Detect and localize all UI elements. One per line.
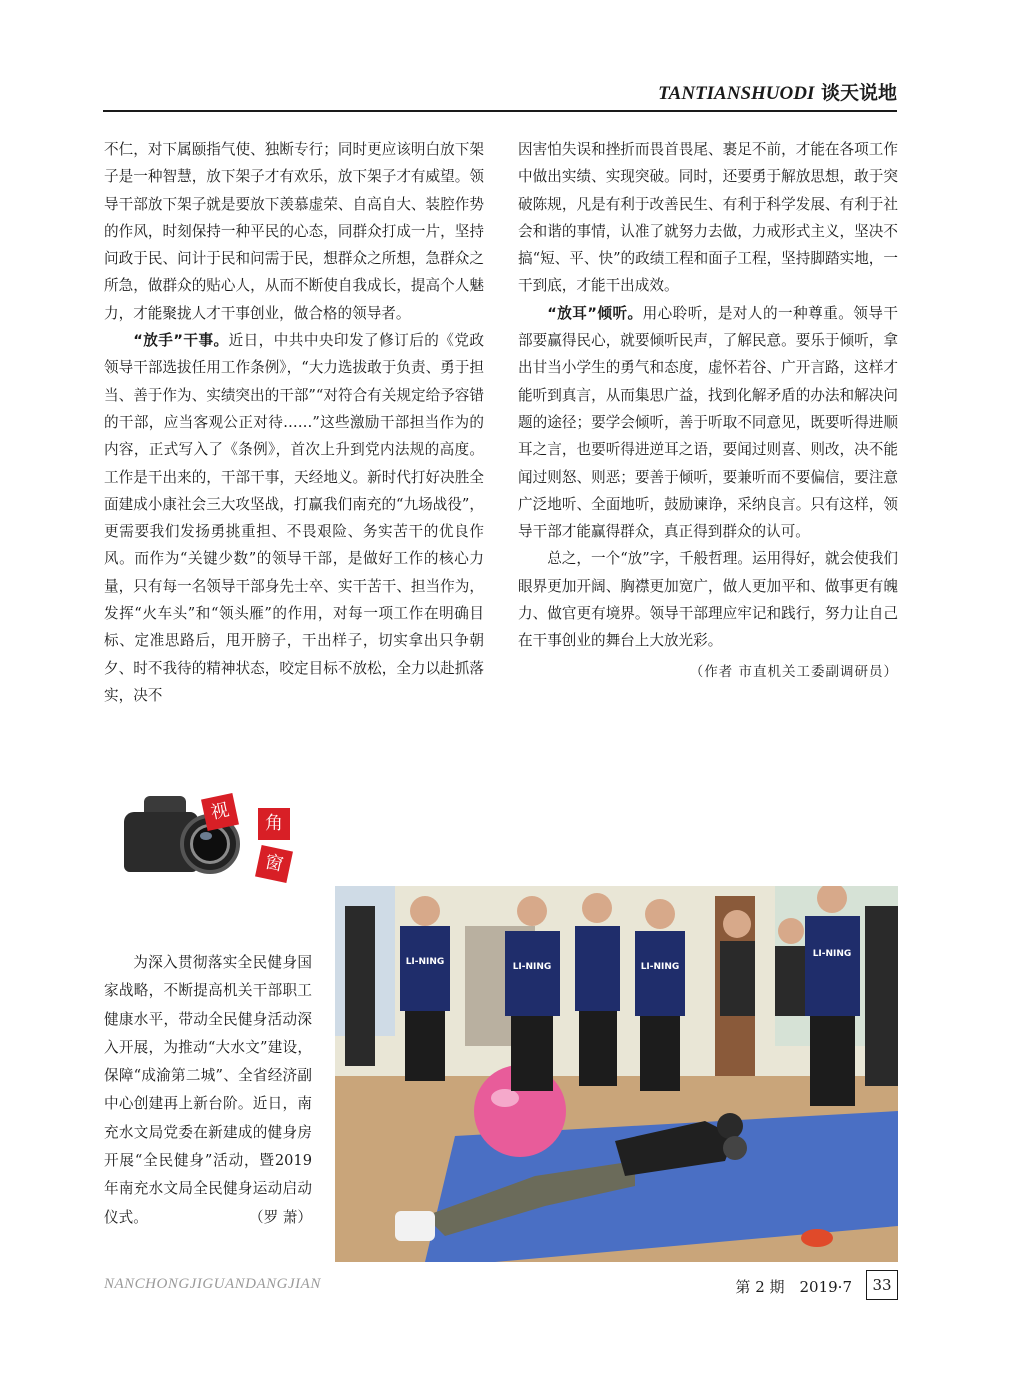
paragraph xyxy=(518,300,898,546)
section-title-chinese: 谈天说地 xyxy=(820,82,897,104)
fitness-event-photo xyxy=(335,886,898,1262)
shirt-logo: LI-NING xyxy=(640,962,680,972)
section-title-latin: TANTIANSHUODI xyxy=(658,83,815,104)
paragraph: 因害怕失误和挫折而畏首畏尾、裹足不前，才能在各项工作中做出实绩、实现突破。同时，还要勇于解放思想，敢于突破陈规，凡是有利于改善民生、有利于科学发展、有利于社会和谐的事情，认准了就努力去做，力戒形式主义，坚决不搞“短、平、快”的政绩工程和面子工程，坚持脚踏实地，一干到底，才能干出成效。 xyxy=(518,141,898,295)
photo-credit: （罗 萧） xyxy=(248,1208,312,1226)
logo-char: 角 xyxy=(258,808,290,840)
photo-illustration xyxy=(335,886,898,1262)
running-header xyxy=(103,72,897,110)
journal-name: NANCHONGJIGUANDANGJIAN xyxy=(104,1276,321,1292)
photo-caption xyxy=(104,949,312,1232)
shirt-logo: LI-NING xyxy=(812,949,852,959)
page-footer xyxy=(104,1268,898,1304)
paragraph-text: 近日，中共中央印发了修订后的《党政领导干部选拔任用工作条例》，“大力选拔敢于负责、勇于担当、善于作为、实绩突出的干部”“对符合有关规定给予容错的干部，应当客观公正对待……”这些激励干部担当作为的内容，正式写入了《条例》，首次上升到党内法规的高度。工作是干出来的，干部干事，天经地义。新时代打好决胜全面建成小康社会三大攻坚战，打赢我们南充的“九场战役”，更需要我们发扬勇挑重担、不畏艰险、务实苦干的优良作风。而作为“关键少数”的领导干部，是做好工作的核心力量，只有每一名领导干部身先士卒、实干苦干、担当作为，发挥“火车头”和“领头雁”的作用，对每一项工作在明确目标、定准思路后，甩开膀子，干出样子，切实拿出只争朝夕、时不我待的精神状态，咬定目标不放松，全力以赴抓落实，决不 xyxy=(104,332,484,704)
header-rule xyxy=(103,110,897,112)
paragraph-text: 用心聆听，是对人的一种尊重。领导干部要赢得民心，就要倾听民声，了解民意。要乐于倾听，拿出甘当小学生的勇气和态度，虚怀若谷、广开言路，这样才能听到真言，从而集思广益，找到化解矛盾的办法和解决问题的途径；要学会倾听，善于听取不同意见，既要听得进顺耳之言，也要听得进逆耳之语，要闻过则喜、则改，决不能闻过则怒、则恶；要善于倾听，要兼听而不要偏信，要注意广泛地听、全面地听，鼓励谏诤，采纳良言。只有这样，领导干部才能赢得群众，真正得到群众的认可。 xyxy=(518,304,898,541)
paragraph: 总之，一个“放”字，千般哲理。运用得好，就会使我们眼界更加开阔、胸襟更加宽广，做人更加平和、做事更有魄力、做官更有境界。领导干部理应牢记和践行，努力让自己在干事创业的舞台上大放光彩。 xyxy=(518,550,898,650)
logo-char: 视 xyxy=(201,793,239,831)
paragraph xyxy=(104,327,484,709)
author-byline: （作者 市直机关工委副调研员） xyxy=(689,663,898,680)
shirt-logo: LI-NING xyxy=(512,962,552,972)
article-column-right xyxy=(518,136,898,686)
logo-char: 窗 xyxy=(255,845,293,883)
article-column-left xyxy=(104,136,484,709)
frisbee xyxy=(801,1229,833,1247)
perspective-window-logo xyxy=(118,790,308,890)
subheading: “放耳”倾听。 xyxy=(547,304,643,322)
shirt-logo: LI-NING xyxy=(405,957,445,967)
caption-text: 为深入贯彻落实全民健身国家战略，不断提高机关干部职工健康水平，带动全民健身活动深入开展，为推动“大水文”建设，保障“成渝第二城”、全省经济副中心创建再上新台阶。近日，南充水文局党委在新建成的健身房开展“全民健身”活动，暨2019年南充水文局全民健身运动启动仪式。 （罗 萧） xyxy=(104,949,312,1232)
paragraph: 不仁，对下属颐指气使、独断专行；同时更应该明白放下架子是一种智慧，放下架子才有欢乐，放下架子才有威望。领导干部放下架子就是要放下羡慕虚荣、自高自大、装腔作势的作风，时刻保持一种平民的心态，同群众打成一片，坚持问政于民、问计于民和问需于民，想群众之所想，急群众之所急，做群众的贴心人，从而不断使自我成长，提高个人魅力，才能聚拢人才干事创业，做合格的领导者。 xyxy=(104,141,484,322)
issue-info: 第 2 期 2019·7 xyxy=(735,1278,852,1296)
page-number: 33 xyxy=(866,1270,898,1300)
section-title xyxy=(658,78,897,105)
subheading: “放手”干事。 xyxy=(133,332,229,350)
